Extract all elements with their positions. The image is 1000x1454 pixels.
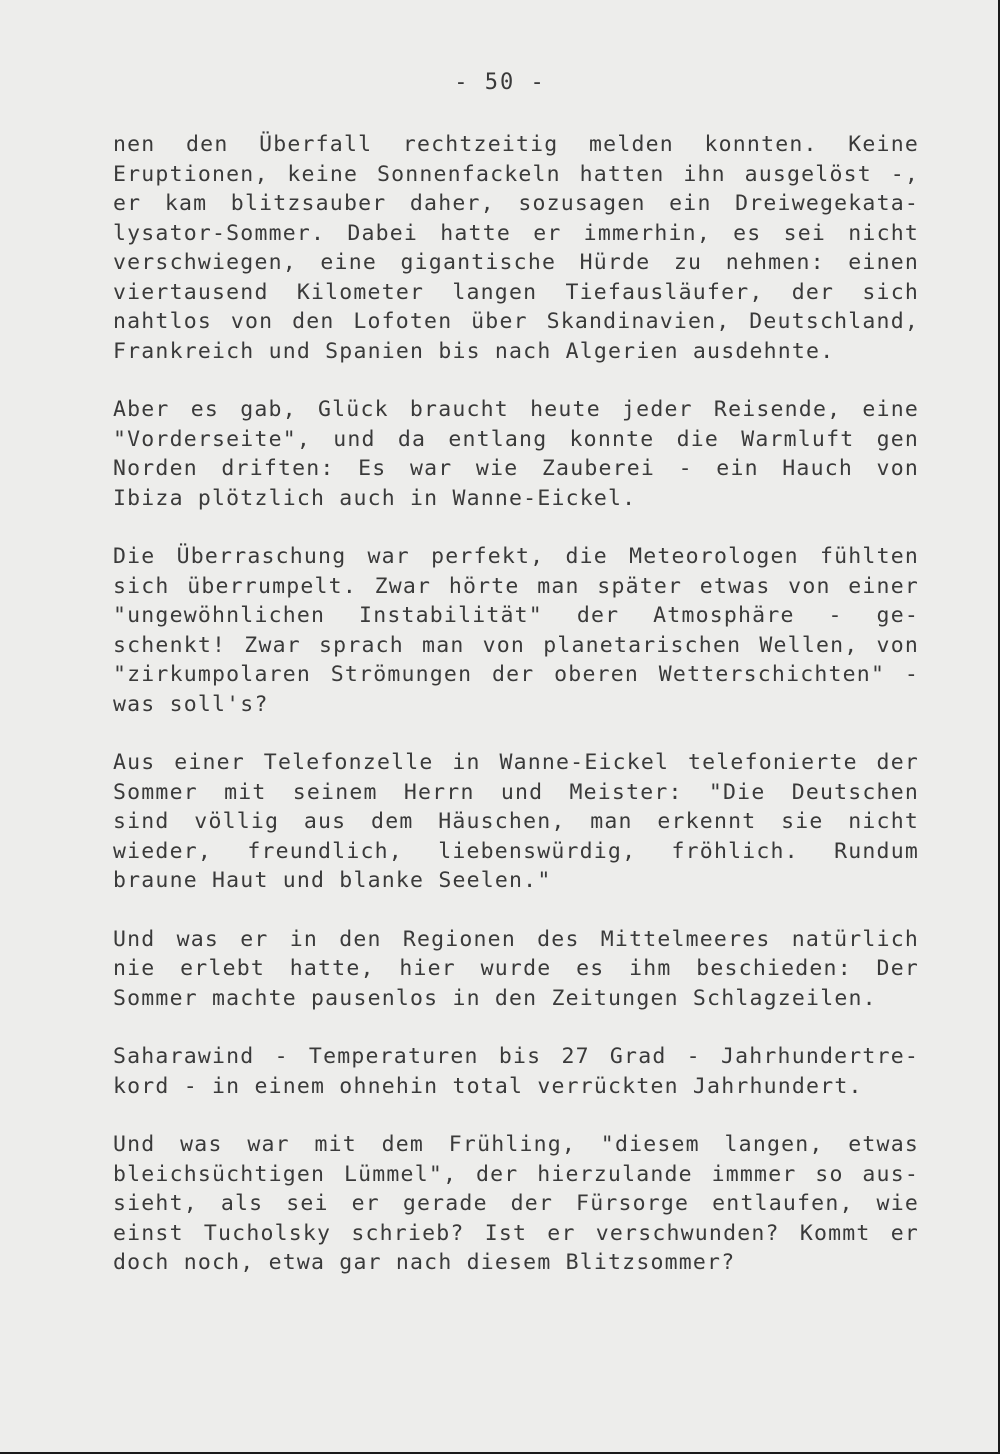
paragraph-6 bbox=[113, 1042, 919, 1101]
text-line: bleichsüchtigen Lümmel", der hierzulande immmer so aus- bbox=[113, 1161, 919, 1187]
paragraph-1 bbox=[113, 130, 919, 366]
text-line: Ibiza plötzlich auch in Wanne-Eickel. bbox=[113, 485, 637, 511]
text-line: er kam blitzsauber daher, sozusagen ein Dreiwegekata- bbox=[113, 191, 919, 216]
text-line: nahtlos von den Lofoten über Skandinavien, Deutschland, bbox=[113, 309, 919, 334]
paragraph-2 bbox=[113, 395, 919, 513]
text-line: nen den Überfall rechtzeitig melden konnten. Keine bbox=[113, 132, 919, 157]
text-line: sich überrumpelt. Zwar hörte man später etwas von einer bbox=[113, 573, 919, 599]
text-line: einst Tucholsky schrieb? Ist er verschwunden? Kommt er bbox=[113, 1220, 919, 1246]
text-line: sieht, als sei er gerade der Fürsorge entlaufen, wie bbox=[113, 1191, 919, 1216]
text-line: Und was war mit dem Frühling, "diesem langen, etwas bbox=[113, 1132, 919, 1157]
text-line: Norden driften: Es war wie Zauberei - ein Hauch von bbox=[113, 456, 919, 481]
text-line: Saharawind - Temperaturen bis 27 Grad - Jahrhundertre- bbox=[113, 1044, 919, 1069]
text-line: nie erlebt hatte, hier wurde es ihm beschieden: Der bbox=[113, 956, 919, 981]
text-line: viertausend Kilometer langen Tiefausläufer, der sich bbox=[113, 279, 919, 305]
text-line: "Vorderseite", und da entlang konnte die Warmluft gen bbox=[113, 426, 919, 452]
paragraph-4 bbox=[113, 748, 919, 896]
text-line: Aus einer Telefonzelle in Wanne-Eickel telefonierte der bbox=[113, 750, 919, 775]
paragraph-5 bbox=[113, 925, 919, 1014]
text-line: verschwiegen, eine gigantische Hürde zu nehmen: einen bbox=[113, 250, 919, 275]
text-line: Sommer machte pausenlos in den Zeitungen Schlagzeilen. bbox=[113, 985, 877, 1011]
text-line: braune Haut und blanke Seelen." bbox=[113, 868, 552, 893]
text-line: Aber es gab, Glück braucht heute jeder Reisende, eine bbox=[113, 397, 919, 422]
text-line: doch noch, etwa gar nach diesem Blitzsommer? bbox=[113, 1250, 736, 1275]
text-line: Frankreich und Spanien bis nach Algerien ausdehnte. bbox=[113, 338, 835, 364]
text-line: "zirkumpolaren Strömungen der oberen Wetterschichten" - bbox=[113, 662, 919, 687]
text-line: Die Überraschung war perfekt, die Meteorologen fühlten bbox=[113, 544, 919, 569]
text-line: sind völlig aus dem Häuschen, man erkennt sie nicht bbox=[113, 809, 919, 834]
text-line: lysator-Sommer. Dabei hatte er immerhin, es sei nicht bbox=[113, 220, 919, 246]
text-line: Sommer mit seinem Herrn und Meister: "Die Deutschen bbox=[113, 779, 919, 805]
text-line: was soll's? bbox=[113, 691, 269, 717]
page-number: - 50 - bbox=[454, 70, 546, 95]
paragraph-7 bbox=[113, 1130, 919, 1278]
text-line: schenkt! Zwar sprach man von planetarischen Wellen, von bbox=[113, 632, 919, 658]
text-line: wieder, freundlich, liebenswürdig, fröhlich. Rundum bbox=[113, 838, 919, 864]
body-text bbox=[113, 130, 919, 1307]
text-line: kord - in einem ohnehin total verrückten Jahrhundert. bbox=[113, 1073, 863, 1099]
text-line: Eruptionen, keine Sonnenfackeln hatten ihn ausgelöst -, bbox=[113, 161, 919, 187]
text-line: "ungewöhnlichen Instabilität" der Atmosphäre - ge- bbox=[113, 603, 919, 628]
text-line: Und was er in den Regionen des Mittelmeeres natürlich bbox=[113, 926, 919, 952]
paragraph-3 bbox=[113, 542, 919, 719]
